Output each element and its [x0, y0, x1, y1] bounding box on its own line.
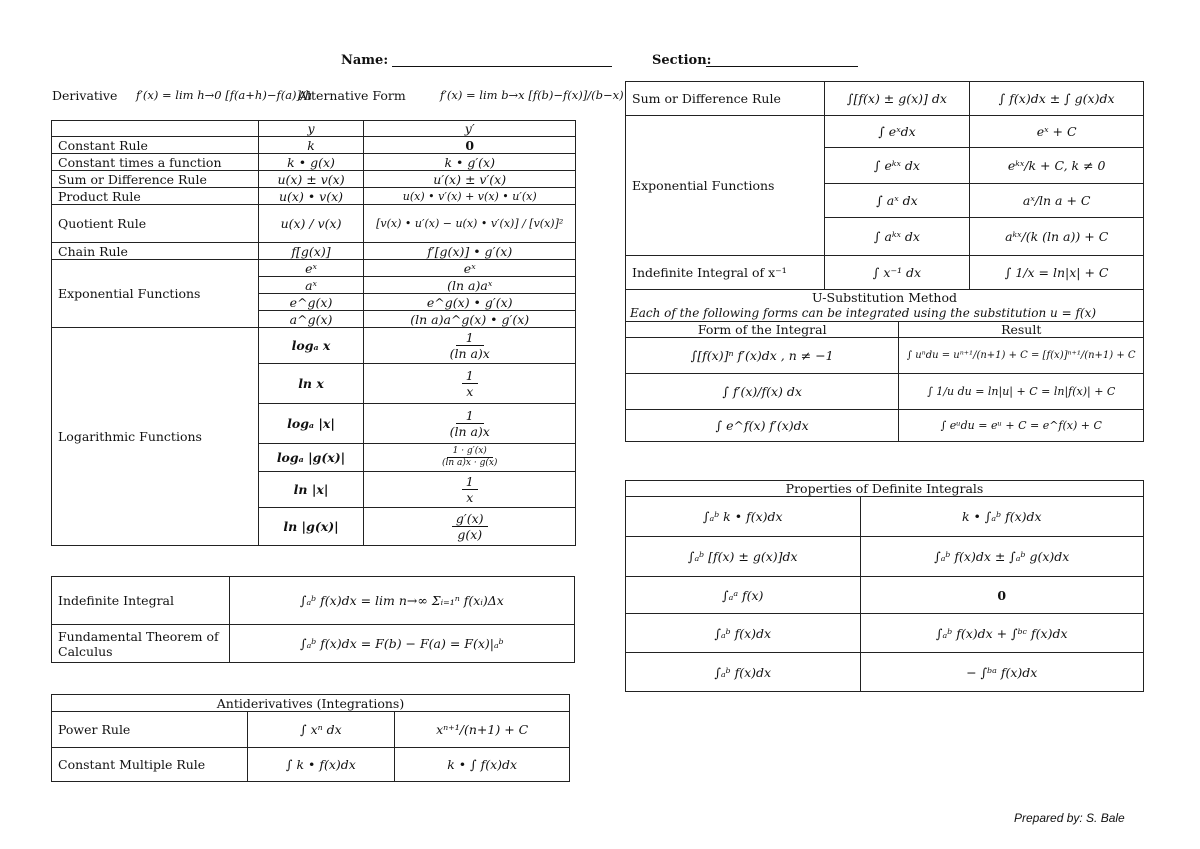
rule-integral: ∫ aˣ dx — [824, 184, 970, 218]
rule-integral: ∫ k • f(x)dx — [247, 748, 395, 782]
fraction-denominator: g(x) — [457, 527, 483, 542]
table-row — [52, 243, 576, 260]
fraction-numerator: 1 — [456, 408, 484, 424]
integration-rules-table — [625, 81, 1144, 290]
property-left: ∫ₐᵇ k • f(x)dx — [626, 497, 861, 537]
table-row — [52, 205, 576, 243]
table-row — [626, 410, 1144, 442]
derivative-rules-table — [51, 120, 576, 546]
rule-yprime: eˣ — [364, 260, 576, 277]
definite-integral-properties-table — [625, 480, 1144, 692]
rule-y: u(x) / v(x) — [258, 205, 364, 243]
u-substitution-table — [625, 289, 1144, 442]
rule-yprime: k • g′(x) — [364, 154, 576, 171]
u-sub-result: ∫ uⁿdu = uⁿ⁺¹/(n+1) + C = [f(x)]ⁿ⁺¹/(n+1) + C — [899, 338, 1144, 374]
rule-y: a^g(x) — [258, 311, 364, 328]
rule-y: f[g(x)] — [258, 243, 364, 260]
rule-name: Power Rule — [52, 712, 248, 748]
fraction-denominator: (ln a)x · g(x) — [441, 458, 498, 468]
fraction-denominator: (ln a)x — [449, 424, 490, 439]
table-row — [52, 328, 576, 364]
properties-title: Properties of Definite Integrals — [626, 481, 1144, 497]
rule-y: aˣ — [258, 277, 364, 294]
rule-result: eˣ + C — [970, 116, 1144, 148]
fraction-denominator: x — [466, 490, 474, 505]
rule-integral: ∫ x⁻¹ dx — [824, 256, 970, 290]
u-sub-form: ∫ f′(x)/f(x) dx — [626, 374, 899, 410]
definition-formula: ∫ₐᵇ f(x)dx = F(b) − F(a) = F(x)|ₐᵇ — [229, 625, 574, 663]
alt-form-label: Alternative Form — [298, 88, 406, 103]
antiderivatives-title: Antiderivatives (Integrations) — [52, 695, 570, 712]
fraction-numerator: 1 — [456, 330, 484, 346]
rule-yprime: [v(x) • u′(x) − u(x) • v′(x)] / [v(x)]² — [364, 205, 576, 243]
name-field-line[interactable] — [392, 66, 612, 67]
rule-y: u(x) ± v(x) — [258, 171, 364, 188]
rule-yprime — [364, 444, 576, 472]
definition-formula: ∫ₐᵇ f(x)dx = lim n→∞ Σᵢ₌₁ⁿ f(xᵢ)Δx — [229, 577, 574, 625]
property-right: ∫ₐᵇ f(x)dx ± ∫ₐᵇ g(x)dx — [860, 537, 1143, 577]
table-row — [52, 137, 576, 154]
rule-y: logₐ x — [258, 328, 364, 364]
rule-result: aᵏˣ/(k (ln a)) + C — [970, 218, 1144, 256]
rule-yprime: (ln a)aˣ — [364, 277, 576, 294]
section-field-line[interactable] — [706, 66, 858, 67]
property-left: ∫ₐᵇ f(x)dx — [626, 614, 861, 653]
table-row — [52, 748, 570, 782]
rule-name: Constant times a function — [52, 154, 259, 171]
exp-functions-label: Exponential Functions — [626, 116, 825, 256]
rule-y: eˣ — [258, 260, 364, 277]
u-sub-result: ∫ eᵘdu = eᵘ + C = e^f(x) + C — [899, 410, 1144, 442]
fraction-numerator: g′(x) — [452, 511, 488, 527]
table-row — [52, 171, 576, 188]
rule-name: Sum or Difference Rule — [626, 82, 825, 116]
rule-y: e^g(x) — [258, 294, 364, 311]
u-sub-form: ∫[f(x)]ⁿ f′(x)dx , n ≠ −1 — [626, 338, 899, 374]
rule-yprime: e^g(x) • g′(x) — [364, 294, 576, 311]
rule-name: Quotient Rule — [52, 205, 259, 243]
rule-name: Product Rule — [52, 188, 259, 205]
table-row — [626, 653, 1144, 692]
rule-name: Sum or Difference Rule — [52, 171, 259, 188]
rule-integral: ∫ eˣdx — [824, 116, 970, 148]
rule-integral: ∫ eᵏˣ dx — [824, 148, 970, 184]
rule-result: xⁿ⁺¹/(n+1) + C — [395, 712, 570, 748]
derivative-def-formula: f′(x) = lim h→0 [f(a+h)−f(a)]/h — [136, 88, 313, 102]
rule-yprime — [364, 472, 576, 508]
property-right: ∫ₐᵇ f(x)dx + ∫ᵇᶜ f(x)dx — [860, 614, 1143, 653]
rule-name: Constant Multiple Rule — [52, 748, 248, 782]
integral-definitions-table — [51, 576, 575, 663]
rule-y: logₐ |x| — [258, 404, 364, 444]
property-left: ∫ₐᵃ f(x) — [626, 577, 861, 614]
property-right: 0 — [860, 577, 1143, 614]
section-label: Section: — [652, 53, 712, 68]
exp-functions-label: Exponential Functions — [52, 260, 259, 328]
alt-form-formula: f′(x) = lim b→x [f(b)−f(x)]/(b−x) — [440, 88, 624, 102]
rule-yprime — [364, 328, 576, 364]
name-label: Name: — [341, 53, 389, 68]
rule-yprime: f′[g(x)] • g′(x) — [364, 243, 576, 260]
fraction-denominator: x — [466, 384, 474, 399]
table-row — [52, 260, 576, 277]
table-row — [626, 537, 1144, 577]
rule-yprime — [364, 404, 576, 444]
rule-result: aˣ/ln a + C — [970, 184, 1144, 218]
derivative-def-label: Derivative — [52, 88, 118, 103]
rule-yprime: u(x) • v′(x) + v(x) • u′(x) — [364, 188, 576, 205]
table-row — [626, 82, 1144, 116]
table-row — [52, 188, 576, 205]
rule-yprime: 0 — [364, 137, 576, 154]
rule-y: ln x — [258, 364, 364, 404]
rule-result: k • ∫ f(x)dx — [395, 748, 570, 782]
table-row — [626, 374, 1144, 410]
table-row — [52, 625, 575, 663]
u-sub-result: ∫ 1/u du = ln|u| + C = ln|f(x)| + C — [899, 374, 1144, 410]
property-right: − ∫ᵇᵃ f(x)dx — [860, 653, 1143, 692]
rule-result: eᵏˣ/k + C, k ≠ 0 — [970, 148, 1144, 184]
rule-result: ∫ 1/x = ln|x| + C — [970, 256, 1144, 290]
rule-result: ∫ f(x)dx ± ∫ g(x)dx — [970, 82, 1144, 116]
table-row — [52, 577, 575, 625]
rule-y: u(x) • v(x) — [258, 188, 364, 205]
rule-yprime — [364, 508, 576, 546]
col-y-header: y — [258, 121, 364, 137]
rule-integral: ∫ xⁿ dx — [247, 712, 395, 748]
u-sub-title: U-Substitution Method — [626, 290, 1144, 306]
rule-name: Chain Rule — [52, 243, 259, 260]
rule-integral: ∫[f(x) ± g(x)] dx — [824, 82, 970, 116]
table-row — [626, 256, 1144, 290]
col-form-header: Form of the Integral — [626, 322, 899, 338]
rule-y: k • g(x) — [258, 154, 364, 171]
property-left: ∫ₐᵇ f(x)dx — [626, 653, 861, 692]
table-row — [626, 497, 1144, 537]
table-row — [626, 614, 1144, 653]
fraction-numerator: 1 — [462, 474, 478, 490]
prepared-by: Prepared by: S. Bale — [1014, 811, 1125, 825]
definition-name: Indefinite Integral — [52, 577, 230, 625]
definition-name: Fundamental Theorem of Calculus — [52, 625, 230, 663]
u-sub-subtitle: Each of the following forms can be integrated using the substitution u = f(x) — [626, 306, 1144, 322]
rule-yprime — [364, 364, 576, 404]
rule-name: Indefinite Integral of x⁻¹ — [626, 256, 825, 290]
property-right: k • ∫ₐᵇ f(x)dx — [860, 497, 1143, 537]
fraction-numerator: 1 · g′(x) — [447, 446, 493, 458]
rule-name: Constant Rule — [52, 137, 259, 154]
fraction-numerator: 1 — [462, 368, 478, 384]
property-left: ∫ₐᵇ [f(x) ± g(x)]dx — [626, 537, 861, 577]
rule-y: ln |g(x)| — [258, 508, 364, 546]
corner-cell — [52, 121, 259, 137]
col-yprime-header: y′ — [364, 121, 576, 137]
col-result-header: Result — [899, 322, 1144, 338]
u-sub-form: ∫ e^f(x) f′(x)dx — [626, 410, 899, 442]
table-row — [52, 154, 576, 171]
rule-y: logₐ |g(x)| — [258, 444, 364, 472]
table-row — [626, 116, 1144, 148]
table-row — [626, 338, 1144, 374]
table-row — [52, 712, 570, 748]
rule-y: ln |x| — [258, 472, 364, 508]
table-row — [626, 577, 1144, 614]
antiderivatives-table — [51, 694, 570, 782]
rule-y: k — [258, 137, 364, 154]
log-functions-label: Logarithmic Functions — [52, 328, 259, 546]
rule-yprime: (ln a)a^g(x) • g′(x) — [364, 311, 576, 328]
fraction-denominator: (ln a)x — [449, 346, 490, 361]
rule-yprime: u′(x) ± v′(x) — [364, 171, 576, 188]
rule-integral: ∫ aᵏˣ dx — [824, 218, 970, 256]
